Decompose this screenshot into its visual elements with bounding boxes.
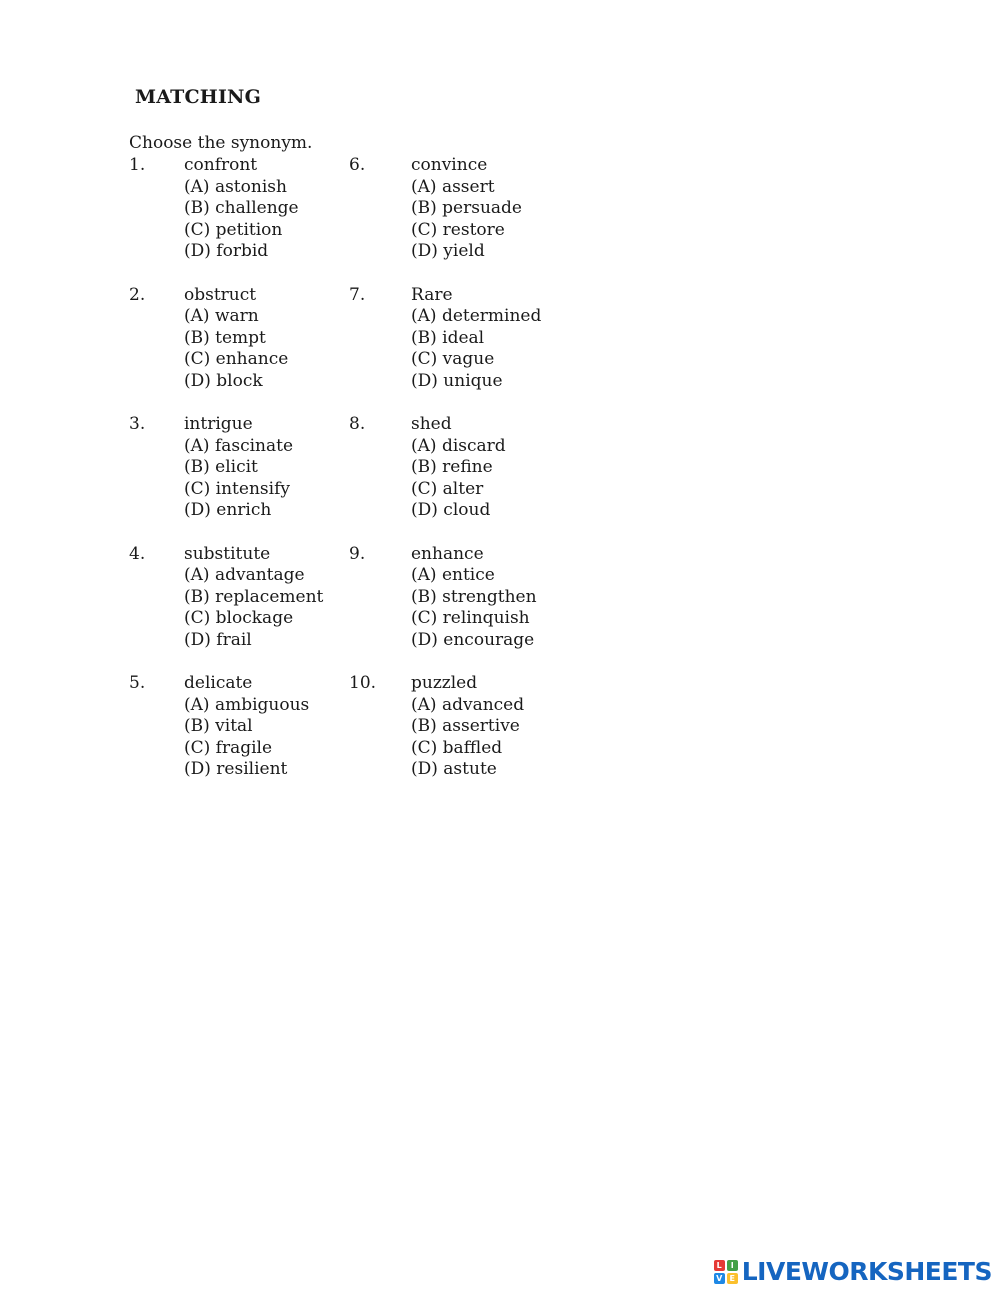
question-number: 7.: [349, 284, 366, 305]
option-c: (C) relinquish: [411, 608, 530, 629]
question-word: delicate: [184, 673, 253, 693]
option-a: (A) assert: [411, 176, 495, 197]
question-word: enhance: [411, 543, 484, 564]
question-number: 9.: [349, 543, 366, 564]
option-c: (C) vague: [411, 349, 495, 370]
instruction-text: Choose the synonym.: [129, 133, 313, 153]
option-c: (C) baffled: [411, 737, 503, 758]
question-number: 2.: [129, 284, 146, 305]
option-a: (A) advanced: [411, 694, 525, 715]
question-word: shed: [411, 414, 452, 434]
option-c: (C) alter: [411, 478, 484, 499]
logo-block-e: E: [727, 1273, 738, 1284]
option-d: (D) frail: [184, 629, 252, 650]
option-d: (D) resilient: [184, 759, 288, 780]
option-b: (B) assertive: [411, 716, 520, 737]
option-d: (D) astute: [411, 759, 497, 780]
question-word: substitute: [184, 543, 271, 564]
logo-block-v: V: [714, 1273, 725, 1284]
option-d: (D) block: [184, 370, 263, 391]
option-b: (B) elicit: [184, 457, 258, 478]
question-word: puzzled: [411, 673, 478, 693]
logo-blocks-icon: [714, 1260, 738, 1284]
option-b: (B) replacement: [184, 586, 324, 607]
option-b: (B) strengthen: [411, 586, 537, 607]
question-word: intrigue: [184, 414, 253, 434]
option-b: (B) persuade: [411, 198, 522, 219]
option-c: (C) petition: [184, 219, 283, 240]
question-number: 1.: [129, 155, 146, 175]
option-c: (C) blockage: [184, 608, 294, 629]
question-word: convince: [411, 155, 488, 175]
option-d: (D) encourage: [411, 629, 535, 650]
option-d: (D) forbid: [184, 241, 269, 262]
option-c: (C) intensify: [184, 478, 290, 499]
option-a: (A) ambiguous: [184, 694, 310, 715]
question-number: 5.: [129, 673, 146, 693]
option-d: (D) enrich: [184, 500, 272, 521]
logo-block-i: I: [727, 1260, 738, 1271]
option-d: (D) unique: [411, 370, 503, 391]
question-number: 8.: [349, 414, 366, 434]
question-word: confront: [184, 155, 258, 175]
question-number: 4.: [129, 543, 146, 564]
question-word: obstruct: [184, 284, 257, 305]
question-number: 10.: [349, 673, 377, 693]
question-word: Rare: [411, 284, 453, 305]
option-a: (A) advantage: [184, 565, 305, 586]
option-b: (B) refine: [411, 457, 493, 478]
question-number: 6.: [349, 155, 366, 175]
option-a: (A) astonish: [184, 176, 287, 197]
option-a: (A) fascinate: [184, 435, 294, 456]
option-a: (A) warn: [184, 306, 259, 327]
option-d: (D) yield: [411, 241, 485, 262]
option-a: (A) discard: [411, 435, 506, 456]
option-a: (A) determined: [411, 306, 542, 327]
option-b: (B) challenge: [184, 198, 299, 219]
option-c: (C) restore: [411, 219, 505, 240]
liveworksheets-logo: [714, 1257, 992, 1286]
question-number: 3.: [129, 414, 146, 434]
logo-text: LIVEWORKSHEETS: [741, 1257, 992, 1286]
option-b: (B) tempt: [184, 327, 266, 348]
option-b: (B) vital: [184, 716, 253, 737]
option-b: (B) ideal: [411, 327, 485, 348]
option-d: (D) cloud: [411, 500, 491, 521]
option-c: (C) fragile: [184, 737, 273, 758]
logo-block-l: L: [714, 1260, 725, 1271]
worksheet-title: MATCHING: [135, 86, 262, 108]
option-c: (C) enhance: [184, 349, 289, 370]
option-a: (A) entice: [411, 565, 495, 586]
